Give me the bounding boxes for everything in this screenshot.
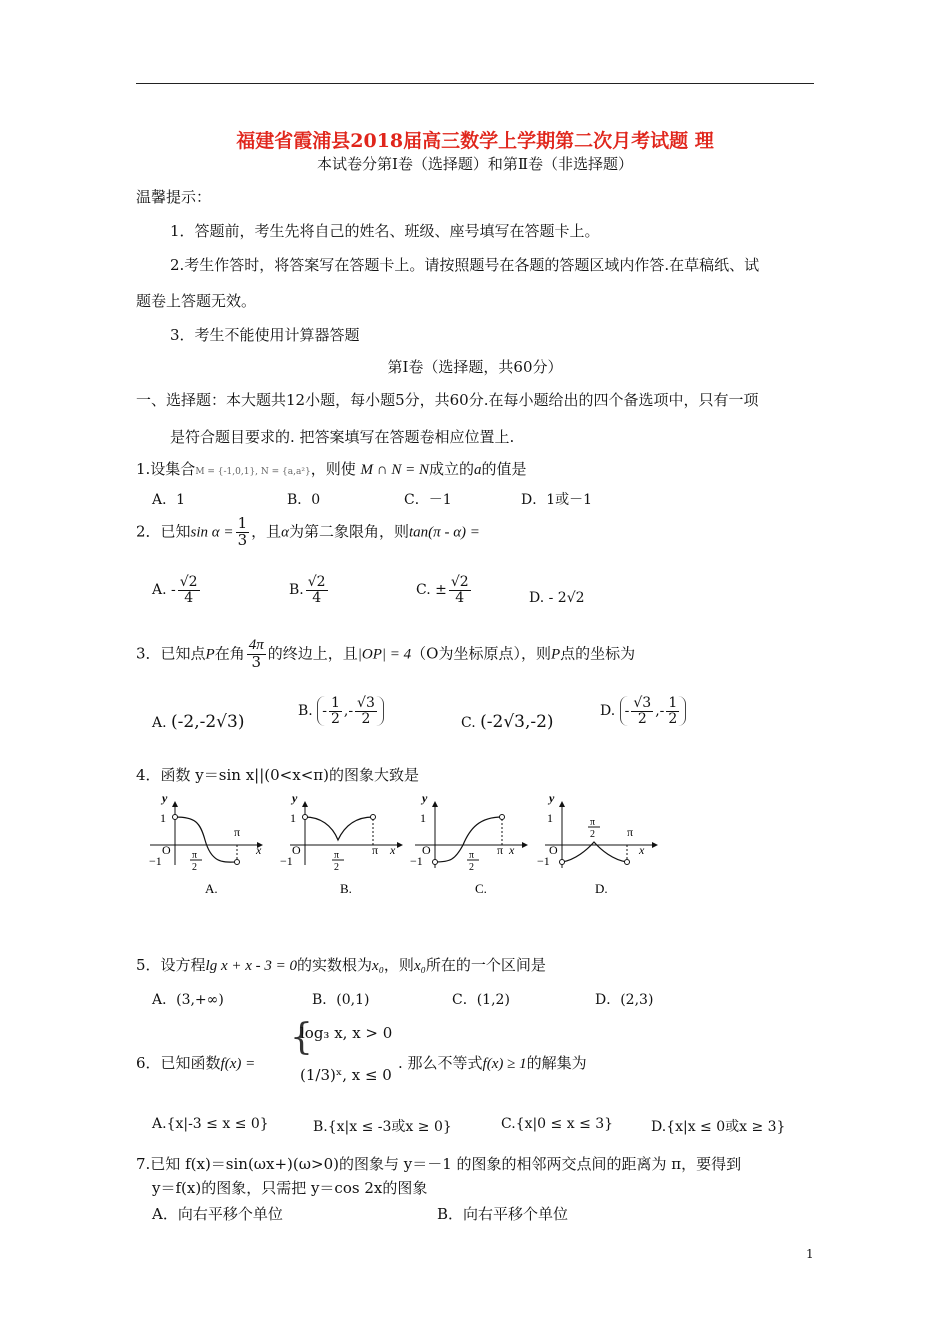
svg-text:2: 2 [590,829,595,840]
q2-den: 3 [237,530,248,549]
notice-item-2: 2.考生作答时，将答案写在答题卡上。请按照题号在各题的答题区域内作答.在草稿纸、试 [170,256,760,274]
paper-subtitle: 本试卷分第Ⅰ卷（选择题）和第Ⅱ卷（非选择题） [316,155,634,173]
q6-option-d: D.{x|x ≤ 0或x ≥ 3} [651,1119,786,1135]
svg-text:π: π [234,825,241,839]
svg-text:1: 1 [420,811,426,825]
graph-b [280,791,402,896]
q1-mid: ，则使 [310,460,356,478]
q2-option-d: D. - 2√2 [529,590,585,606]
q1-sets: M = {-1,0,1}, N = {a,a²} [195,467,311,477]
svg-text:x: x [256,843,262,857]
q1-end: 的值是 [481,460,527,478]
page-number: 1 [806,1247,814,1261]
svg-text:x: x [639,843,645,857]
q2-sin: sin α = [190,524,234,541]
svg-text:y: y [422,791,428,805]
part1-intro-2: 是符合题目要求的. 把答案填写在答题卷相应位置上. [170,428,515,446]
question-6-pre: 6．已知函数f(x) = [136,1054,256,1072]
svg-text:π: π [192,850,198,861]
question-6-post: . 那么不等式f(x) ≥ 1的解集为 [398,1054,587,1072]
q2-alpha: α [281,524,289,541]
svg-text:y: y [549,791,555,805]
q6-case-2: (1/3)ˣ, x ≤ 0 [300,1066,392,1084]
question-7-line-1: 7.已知 f(x)＝sin(ωx+)(ω>0)的图象与 y＝－1 的图象的相邻两交点间的距离为 π，要得到 [136,1155,742,1173]
graph-a [149,791,262,896]
header-rule [136,83,814,84]
svg-text:1: 1 [290,811,296,825]
svg-text:1: 1 [160,811,166,825]
question-4: 4．函数 y＝sin x||(0<x<π)的图象大致是 [136,766,419,784]
q5-option-b: B．(0,1) [312,992,370,1008]
svg-text:x: x [390,843,396,857]
q2-fraction [236,516,250,549]
paper-title: 福建省霞浦县2018届高三数学上学期第二次月考试题 理 [236,130,714,152]
q6-case-1: log₃ x, x > 0 [300,1024,393,1042]
q6-option-c: C.{x|0 ≤ x ≤ 3} [501,1116,614,1132]
svg-text:1: 1 [547,811,553,825]
question-5: 5．设方程lg x + x - 3 = 0的实数根为x₀，则x₀所在的一个区间是 [136,956,546,974]
q3-option-d: D. - $\frac{√3}{2}$ ,- $\frac{1}{2}$ [600,696,686,726]
svg-text:O: O [292,843,301,857]
graph-a-label: A. [205,881,218,896]
graph-d-label: D. [595,881,608,896]
svg-text:π: π [334,850,340,861]
q2-mid: ，且 [251,522,282,541]
part1-heading: 第Ⅰ卷（选择题，共60分） [387,358,563,376]
q2-option-c: C. ± $\frac{√2}{4}$ [416,574,469,606]
q7-option-b: B．向右平移个单位 [437,1205,569,1223]
q6-option-b: B.{x|x ≤ -3或x ≥ 0} [313,1119,452,1135]
svg-text:−1: −1 [149,854,162,868]
svg-text:π: π [372,843,379,857]
svg-text:y: y [162,791,168,805]
svg-text:2: 2 [469,862,474,873]
svg-text:π: π [497,843,504,857]
svg-text:π: π [627,825,634,839]
svg-text:2: 2 [334,862,339,873]
part1-intro-1: 一、选择题：本大题共12小题，每小题5分，共60分.在每小题给出的四个备选项中，只有一项 [136,391,759,409]
q1-var: a [473,462,482,478]
q3-option-a: A. (-2,-2√3) [152,712,245,732]
svg-text:π: π [469,850,475,861]
q1-option-a: A．1 [152,492,186,508]
q5-option-a: A．(3,+∞) [152,992,224,1008]
svg-text:O: O [422,843,431,857]
graph-c-label: C. [475,881,487,896]
svg-text:−1: −1 [280,854,293,868]
q6-brace: { [290,1017,313,1058]
svg-text:x: x [509,843,515,857]
graph-c [410,791,527,896]
q1-option-d: D．1或－1 [521,492,593,508]
q2-option-a: A. - $\frac{√2}{4}$ [152,574,198,606]
q2-tan: tan(π - α) = [409,524,480,541]
q1-post: 成立的 [428,460,474,478]
q3-option-b: B. - $\frac{1}{2}$ ,- $\frac{√3}{2}$ [298,696,384,726]
q5-option-c: C．(1,2) [452,992,510,1008]
notice-item-2-cont: 题卷上答题无效。 [136,292,257,310]
q6-option-a: A.{x|-3 ≤ x ≤ 0} [152,1116,269,1132]
notice-item-1: 1．答题前，考生先将自己的姓名、班级、座号填写在答题卡上。 [170,222,600,240]
q2-num: 1 [237,514,248,532]
question-3: 3．已知点P在角 $\frac{4\pi}{3}$ 的终边上，且|OP| = 4（O为坐标原点），则P点的坐标为 [136,637,636,671]
q7-option-a: A．向右平移个单位 [152,1205,283,1223]
q3-fraction: $\frac{4\pi}{3}$ [248,637,264,671]
q2-option-b: B. $\frac{√2}{4}$ [289,574,326,606]
q4-graphs [140,790,680,905]
q2-post: 为第二象限角，则 [289,522,410,541]
q1-option-c: C．－1 [404,492,452,508]
svg-text:y: y [292,791,298,805]
notice-heading: 温馨提示： [136,188,212,206]
svg-text:2: 2 [192,862,197,873]
q3-option-c: C. (-2√3,-2) [461,712,554,732]
svg-text:−1: −1 [537,854,550,868]
svg-text:O: O [162,843,171,857]
q5-option-d: D．(2,3) [595,992,654,1008]
svg-text:O: O [549,843,558,857]
question-7-line-2: y＝f(x)的图象，只需把 y＝cos 2x的图象 [152,1179,428,1197]
q1-option-b: B．0 [287,492,321,508]
svg-text:−1: −1 [410,854,423,868]
graph-b-label: B. [340,881,352,896]
question-1 [136,458,527,479]
q2-pre: 2．已知 [136,522,191,541]
svg-text:π: π [590,817,596,828]
graph-d [537,791,657,896]
notice-item-3: 3．考生不能使用计算器答题 [170,326,360,344]
q1-pre: 1.设集合 [136,460,196,478]
q1-cond: M ∩ N = N [360,462,429,478]
question-2 [136,516,480,549]
